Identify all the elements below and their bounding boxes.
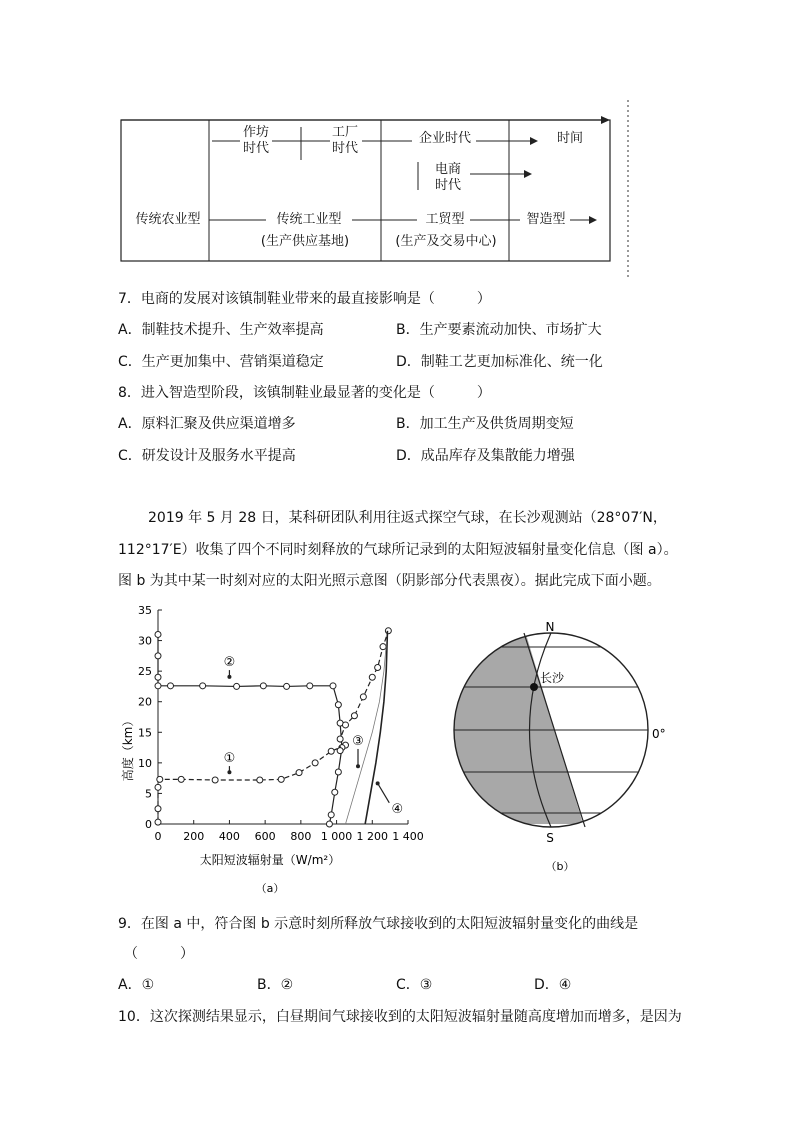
q7-option-c[interactable]: C．生产更加集中、营销渠道稳定	[118, 354, 324, 370]
chart-series	[155, 628, 403, 827]
series-line-2	[158, 634, 342, 824]
y-tick-label: 25	[138, 665, 152, 679]
series-2-point	[284, 683, 290, 689]
q9-option-b[interactable]: B．②	[257, 977, 294, 993]
series-2-point	[326, 821, 332, 827]
series-3-point	[351, 713, 357, 719]
era-enterprise: 企业时代	[418, 131, 471, 146]
north-label: N	[545, 620, 555, 634]
equator-label: 0°	[652, 727, 666, 741]
x-tick-label: 600	[254, 830, 276, 843]
curve-label-3: ③	[352, 733, 364, 749]
y-tick-label: 35	[138, 604, 152, 617]
series-3-point	[385, 628, 391, 634]
series-3-point	[337, 748, 343, 754]
radiation-chart	[110, 600, 430, 900]
q7-option-d[interactable]: D．制鞋工艺更加标准化、统一化	[396, 354, 603, 370]
q9-option-c[interactable]: C．③	[396, 977, 433, 993]
curve-label-2: ②	[223, 655, 236, 671]
series-2-point	[260, 683, 266, 689]
series-2-point	[155, 653, 161, 659]
type-industry: 传统工业型	[276, 212, 342, 227]
y-tick-label: 5	[145, 787, 152, 801]
series-3-point	[337, 736, 343, 742]
series-1-point	[178, 776, 184, 782]
curve-arrowhead-3	[356, 764, 360, 768]
x-tick-label: 1 400	[392, 830, 424, 843]
series-2-point	[155, 683, 161, 689]
era-workshop: 作坊 时代	[242, 125, 269, 156]
q9-option-d[interactable]: D．④	[534, 977, 572, 993]
q10-stem: 10．这次探测结果显示，白昼期间气球接收到的太阳短波辐射量随高度增加而增多，是因为	[118, 1009, 682, 1025]
q8-option-b[interactable]: B．加工生产及供货周期变短	[396, 416, 574, 432]
series-3-point	[380, 644, 386, 650]
y-tick-label: 30	[138, 634, 152, 648]
series-3-point	[369, 674, 375, 680]
series-2-point	[234, 683, 240, 689]
series-2-point	[307, 683, 313, 689]
q7-option-b[interactable]: B．生产要素流动加快、市场扩大	[396, 322, 602, 338]
series-2-point	[335, 769, 341, 775]
type-agriculture: 传统农业型	[135, 212, 201, 227]
q9-stem-paren: （ ）	[124, 946, 194, 962]
series-1-point	[257, 777, 263, 783]
changsha-point	[530, 683, 538, 691]
x-tick-label: 0	[154, 830, 162, 843]
y-tick-label: 0	[145, 818, 152, 831]
q8-stem: 8．进入智造型阶段，该镇制鞋业最显著的变化是（ ）	[118, 385, 491, 401]
curve-arrowhead-4	[376, 781, 380, 785]
y-tick-label: 10	[138, 756, 152, 770]
series-2-point	[155, 674, 161, 680]
type-trade: 工贸型	[425, 212, 465, 227]
curve-arrow-4	[378, 783, 390, 803]
illumination-diagram	[448, 612, 678, 882]
series-1-point	[155, 784, 161, 790]
series-2-point	[330, 683, 336, 689]
series-3-point	[375, 664, 381, 670]
q9-stem: 9．在图 a 中，符合图 b 示意时刻所释放气球接收到的太阳短波辐射量变化的曲线是	[118, 916, 639, 932]
series-2-point	[168, 683, 174, 689]
series-2-point	[155, 631, 161, 637]
x-tick-label: 1 200	[356, 830, 389, 843]
chart-xlabel: 太阳短波辐射量（W/m²）	[199, 853, 341, 867]
series-1-point	[278, 776, 284, 782]
series-2-point	[328, 812, 334, 818]
curve-arrowhead-1	[227, 770, 231, 774]
q8-option-d[interactable]: D．成品库存及集散能力增强	[396, 448, 575, 464]
series-1-point	[296, 770, 302, 776]
series-1-point	[328, 748, 334, 754]
series-3-point	[343, 722, 349, 728]
city-label: 长沙	[540, 671, 565, 685]
series-1-point	[155, 819, 161, 825]
x-tick-label: 1 000	[320, 830, 353, 843]
q7-stem: 7．电商的发展对该镇制鞋业带来的最直接影响是（ ）	[118, 291, 491, 307]
q8-option-a[interactable]: A．原料汇聚及供应渠道增多	[118, 416, 296, 432]
curve-arrowhead-2	[227, 675, 231, 679]
q7-option-a[interactable]: A．制鞋技术提升、生产效率提高	[118, 322, 324, 338]
x-tick-label: 800	[290, 830, 312, 843]
series-3-point	[360, 694, 366, 700]
series-line-1	[158, 745, 346, 822]
q8-option-c[interactable]: C．研发设计及服务水平提高	[118, 448, 296, 464]
series-1-point	[312, 760, 318, 766]
chart-ylabel: 高度（km）	[121, 714, 135, 782]
series-2-point	[200, 683, 206, 689]
y-tick-label: 20	[138, 695, 152, 709]
passage-line-2: 112°17′E）收集了四个不同时刻释放的气球所记录到的太阳短波辐射量变化信息（图 a）。	[118, 542, 678, 558]
passage-line-1: 2019 年 5 月 28 日，某科研团队利用往返式探空气球，在长沙观测站（28°07′N，	[148, 510, 667, 526]
q9-option-a[interactable]: A．①	[118, 977, 155, 993]
series-1-point	[155, 806, 161, 812]
night-shading	[448, 612, 583, 824]
series-2-point	[335, 702, 341, 708]
time-label: 时间	[556, 131, 583, 146]
type-smart: 智造型	[526, 212, 566, 227]
passage-line-3: 图 b 为其中某一时刻对应的太阳光照示意图（阴影部分代表黑夜）。据此完成下面小题。	[118, 573, 661, 589]
type-note-trade: (生产及交易中心)	[395, 234, 497, 249]
x-tick-label: 400	[218, 830, 240, 843]
series-1-point	[212, 777, 218, 783]
fig-b-caption: （b）	[545, 860, 575, 873]
x-tick-label: 200	[183, 830, 205, 843]
era-ecommerce: 电商 时代	[434, 162, 461, 193]
y-tick-label: 15	[138, 726, 152, 740]
type-note-industry: (生产供应基地)	[260, 234, 350, 249]
curve-label-1: ①	[223, 751, 236, 767]
era-factory: 工厂 时代	[331, 125, 358, 156]
curve-label-4: ④	[391, 801, 404, 817]
series-1-point	[157, 776, 163, 782]
chart-caption: （a）	[255, 882, 285, 895]
south-label: S	[546, 831, 554, 845]
series-2-point	[332, 789, 338, 795]
